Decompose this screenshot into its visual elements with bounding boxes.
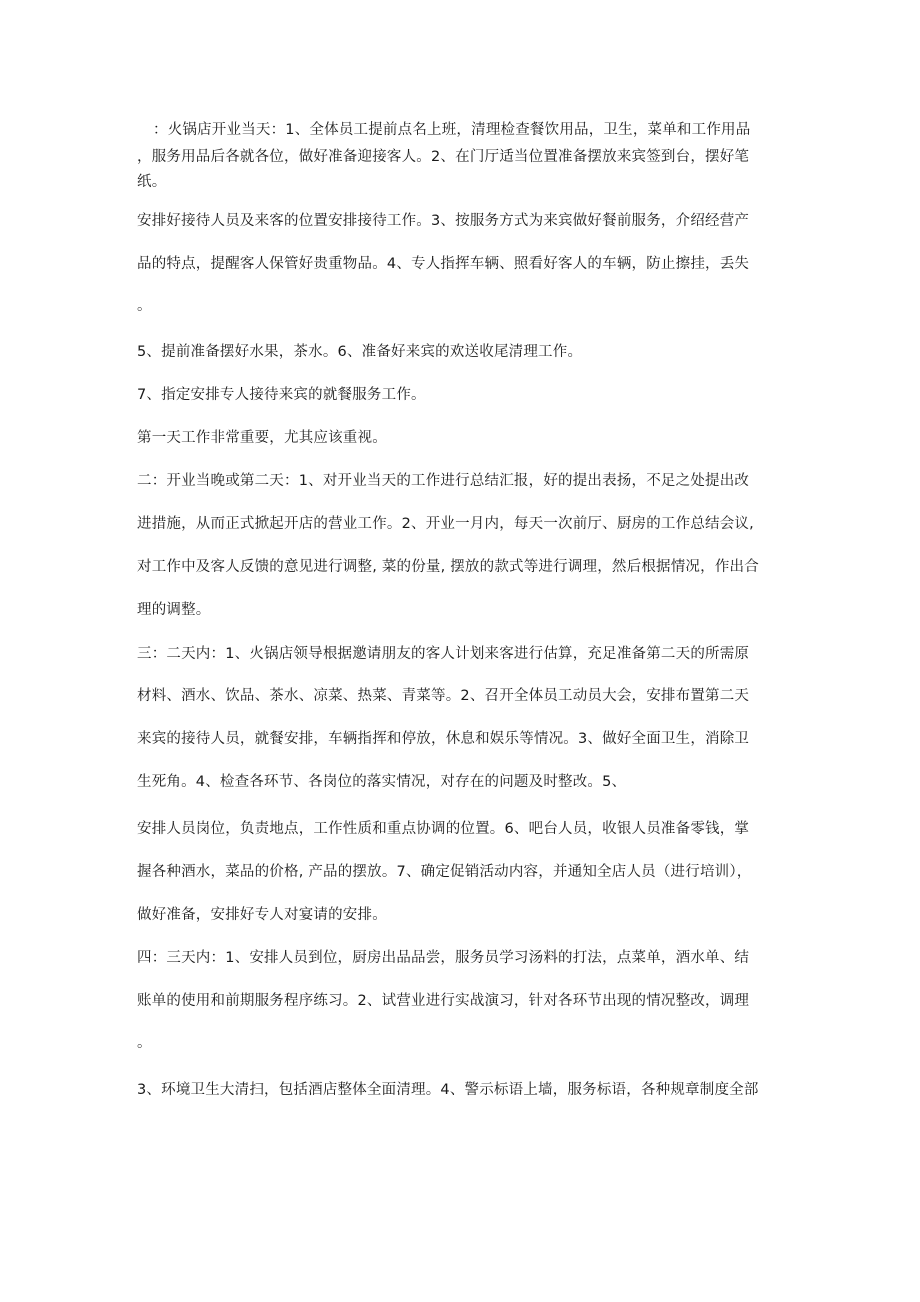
text-line: 理的调整。 bbox=[137, 602, 211, 618]
text-line: 7、指定安排专人接待来宾的就餐服务工作。 bbox=[137, 387, 426, 403]
text-line: ，服务用品后各就各位，做好准备迎接客人。2、在门厅适当位置准备摆放来宾签到台，摆好笔 bbox=[137, 149, 750, 165]
text-line: 四：三天内：1、安排人员到位，厨房出品品尝，服务员学习汤料的打法，点菜单，酒水单、结 bbox=[137, 950, 750, 966]
text-line: 三：二天内：1、火锅店领导根据邀请朋友的客人计划来客进行估算，充足准备第二天的所需原 bbox=[137, 646, 750, 662]
text-line: 账单的使用和前期服务程序练习。2、试营业进行实战演习，针对各环节出现的情况整改，调理 bbox=[137, 993, 750, 1009]
text-line: 。 bbox=[137, 1035, 152, 1051]
text-line: 材料、酒水、饮品、茶水、凉菜、热菜、青菜等。2、召开全体员工动员大会，安排布置第二天 bbox=[137, 688, 750, 704]
text-line: 第一天工作非常重要，尤其应该重视。 bbox=[137, 430, 387, 446]
text-line: 对工作中及客人反馈的意见进行调整, 菜的份量, 摆放的款式等进行调理，然后根据情况，作出合 bbox=[137, 559, 759, 575]
text-line: 纸。 bbox=[137, 174, 167, 190]
text-line: 3、环境卫生大清扫，包括酒店整体全面清理。4、警示标语上墙，服务标语，各种规章制度全部 bbox=[137, 1082, 759, 1098]
text-line: 二：开业当晚或第二天：1、对开业当天的工作进行总结汇报，好的提出表扬，不足之处提出改 bbox=[137, 473, 750, 489]
text-line: 5、提前准备摆好水果，茶水。6、准备好来宾的欢送收尾清理工作。 bbox=[137, 344, 583, 360]
text-line: ：火锅店开业当天：1、全体员工提前点名上班，清理检查餐饮用品，卫生，菜单和工作用品 bbox=[153, 122, 751, 138]
text-line: 安排人员岗位，负责地点，工作性质和重点协调的位置。6、吧台人员，收银人员准备零钱，掌 bbox=[137, 821, 750, 837]
text-line: 来宾的接待人员，就餐安排，车辆指挥和停放，休息和娱乐等情况。3、做好全面卫生，消除卫 bbox=[137, 731, 750, 747]
text-line: 安排好接待人员及来客的位置安排接待工作。3、按服务方式为来宾做好餐前服务，介绍经营产 bbox=[137, 213, 750, 229]
text-line: 品的特点，提醒客人保管好贵重物品。4、专人指挥车辆、照看好客人的车辆，防止擦挂，丢失 bbox=[137, 256, 750, 272]
text-line: 做好准备，安排好专人对宴请的安排。 bbox=[137, 907, 387, 923]
text-line: 进措施，从而正式掀起开店的营业工作。2、开业一月内，每天一次前厅、厨房的工作总结会议, bbox=[137, 516, 754, 532]
text-line: 。 bbox=[137, 298, 152, 314]
text-line: 握各种酒水，菜品的价格, 产品的摆放。7、确定促销活动内容，并通知全店人员（进行培训）， bbox=[137, 864, 752, 880]
text-line: 生死角。4、检查各环节、各岗位的落实情况，对存在的问题及时整改。5、 bbox=[137, 774, 627, 790]
